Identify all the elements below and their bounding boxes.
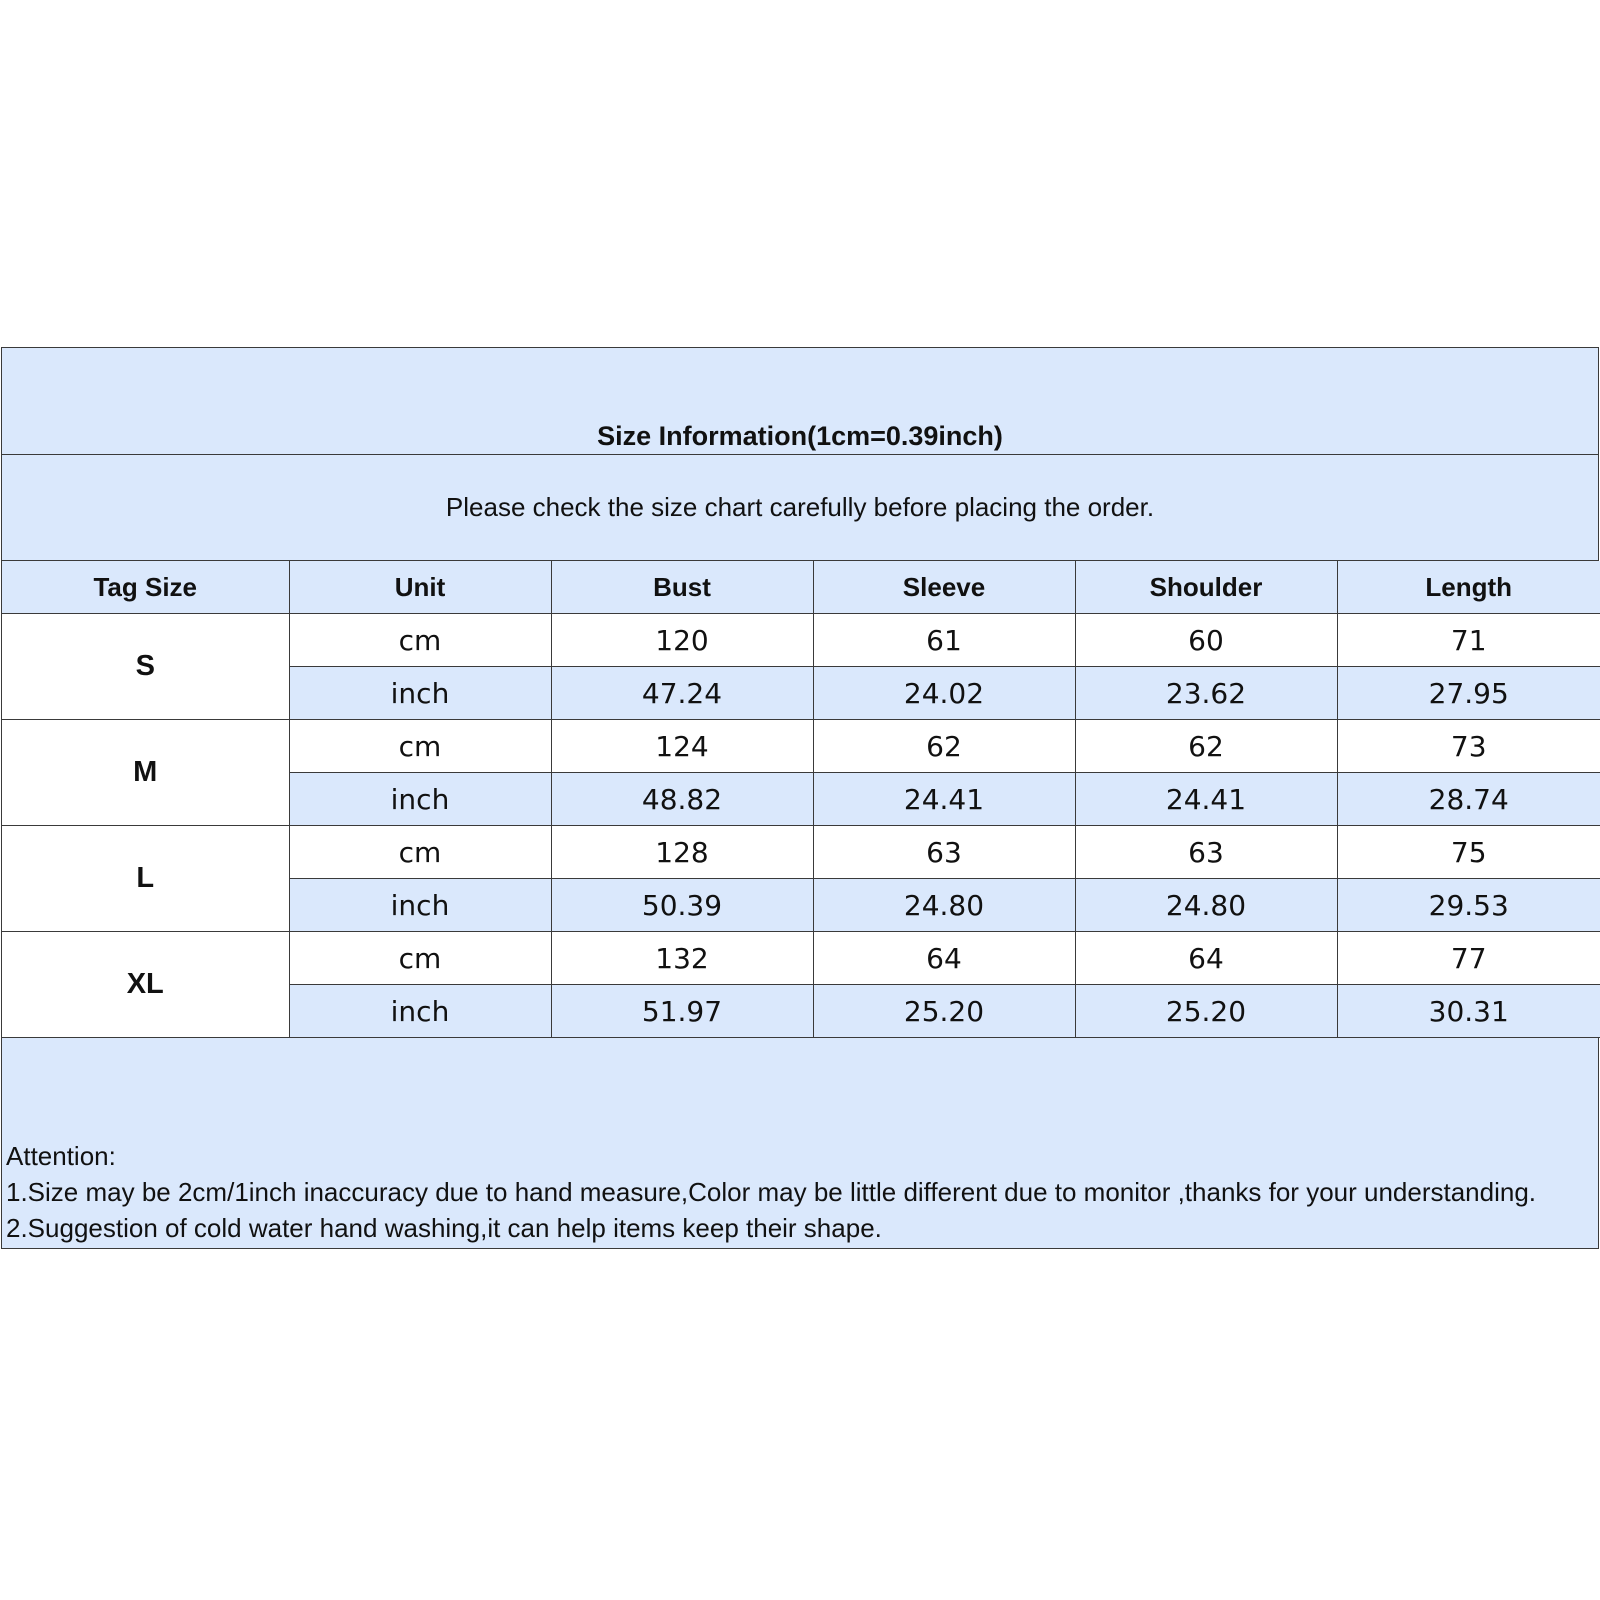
length-cell: 30.31 [1337,985,1600,1038]
sleeve-cell: 24.80 [813,879,1075,932]
unit-cell: inch [289,985,551,1038]
length-cell: 77 [1337,932,1600,985]
size-label: M [2,720,289,826]
bust-cell: 51.97 [551,985,813,1038]
attention-note-1: 1.Size may be 2cm/1inch inaccuracy due to hand measure,Color may be little different due to monitor ,thanks for your understanding. [6,1177,1537,1207]
table-row [2,826,1600,879]
header-tag-size: Tag Size [2,561,289,614]
sleeve-cell: 64 [813,932,1075,985]
shoulder-cell: 24.41 [1075,773,1337,826]
attention-section [2,1038,1598,1248]
length-cell: 75 [1337,826,1600,879]
table-row [2,932,1600,985]
unit-cell: cm [289,720,551,773]
bust-cell: 47.24 [551,667,813,720]
sleeve-cell: 24.41 [813,773,1075,826]
sleeve-cell: 63 [813,826,1075,879]
shoulder-cell: 25.20 [1075,985,1337,1038]
header-row [2,561,1600,614]
attention-note-2: 2.Suggestion of cold water hand washing,it can help items keep their shape. [6,1213,882,1243]
bust-cell: 120 [551,614,813,667]
header-sleeve: Sleeve [813,561,1075,614]
unit-cell: cm [289,614,551,667]
unit-cell: cm [289,826,551,879]
size-table [2,561,1600,1038]
shoulder-cell: 64 [1075,932,1337,985]
size-chart [1,347,1599,1249]
unit-cell: cm [289,932,551,985]
attention-heading: Attention: [6,1141,116,1171]
notice-text: Please check the size chart carefully before placing the order. [445,492,1155,522]
title-band [2,348,1598,455]
unit-cell: inch [289,667,551,720]
shoulder-cell: 60 [1075,614,1337,667]
bust-cell: 50.39 [551,879,813,932]
length-cell: 73 [1337,720,1600,773]
size-label: S [2,614,289,720]
shoulder-cell: 63 [1075,826,1337,879]
shoulder-cell: 62 [1075,720,1337,773]
header-shoulder: Shoulder [1075,561,1337,614]
bust-cell: 128 [551,826,813,879]
bust-cell: 124 [551,720,813,773]
size-label: XL [2,932,289,1038]
length-cell: 27.95 [1337,667,1600,720]
sleeve-cell: 25.20 [813,985,1075,1038]
bust-cell: 132 [551,932,813,985]
attention-notes [6,1138,1538,1246]
header-unit: Unit [289,561,551,614]
chart-title: Size Information(1cm=0.39inch) [597,421,1003,451]
header-bust: Bust [551,561,813,614]
length-cell: 71 [1337,614,1600,667]
sleeve-cell: 61 [813,614,1075,667]
shoulder-cell: 24.80 [1075,879,1337,932]
length-cell: 29.53 [1337,879,1600,932]
table-row [2,720,1600,773]
unit-cell: inch [289,773,551,826]
size-label: L [2,826,289,932]
header-length: Length [1337,561,1600,614]
table-row [2,614,1600,667]
notice-band [2,455,1598,561]
sleeve-cell: 62 [813,720,1075,773]
bust-cell: 48.82 [551,773,813,826]
shoulder-cell: 23.62 [1075,667,1337,720]
unit-cell: inch [289,879,551,932]
length-cell: 28.74 [1337,773,1600,826]
sleeve-cell: 24.02 [813,667,1075,720]
